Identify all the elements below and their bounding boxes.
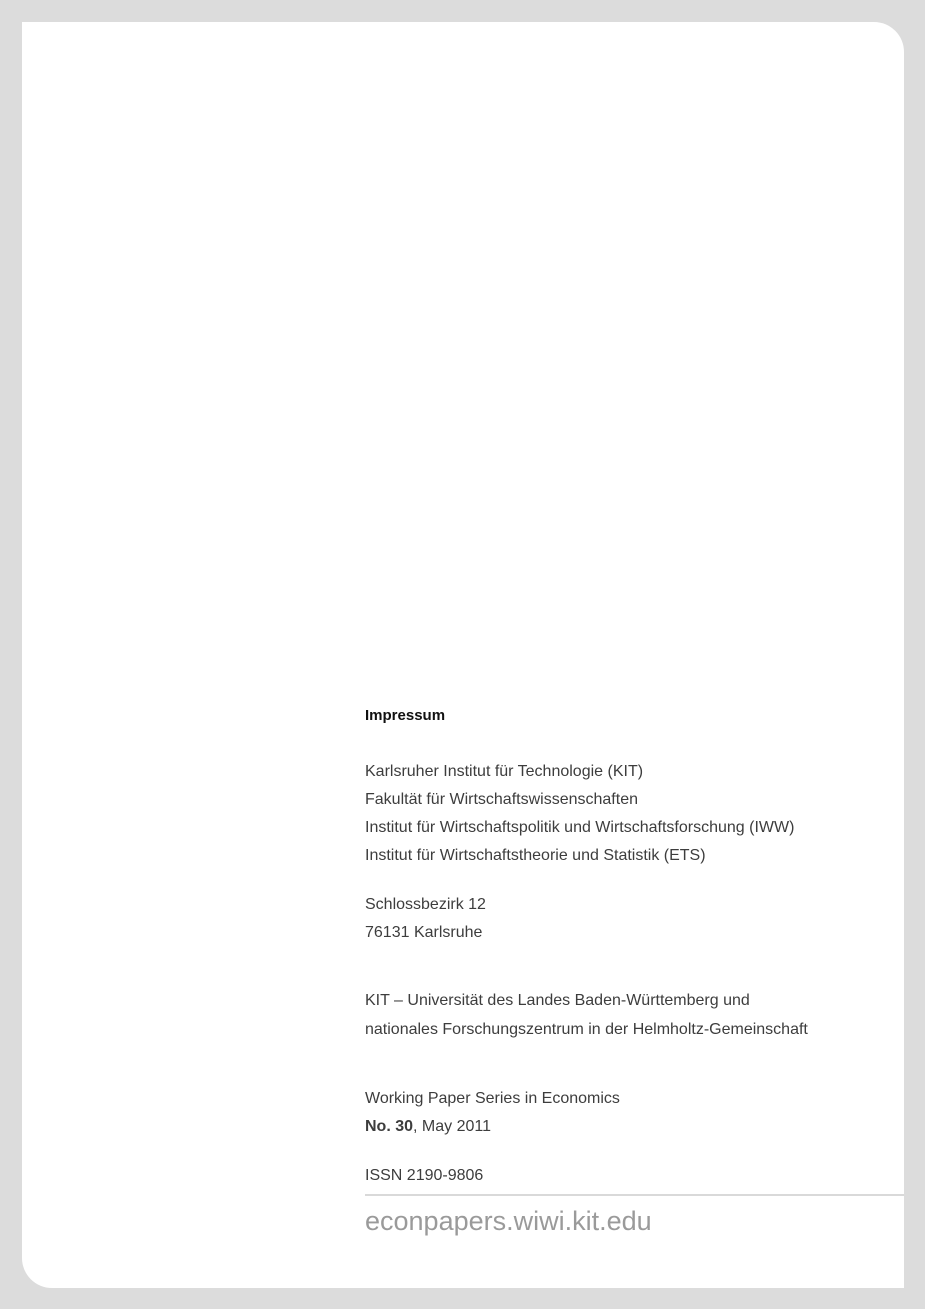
divider-rule [365, 1194, 904, 1196]
series-number-date [365, 1117, 491, 1137]
series-number: No. 30 [365, 1118, 414, 1135]
impressum-heading: Impressum [365, 707, 446, 724]
institution-line-kit: Karlsruher Institut für Technologie (KIT) [365, 763, 644, 780]
address-city: 76131 Karlsruhe [365, 924, 483, 941]
series-date: , May 2011 [413, 1118, 491, 1135]
series-name: Working Paper Series in Economics [365, 1090, 620, 1107]
address-street: Schlossbezirk 12 [365, 896, 486, 913]
institution-line-faculty: Fakultät für Wirtschaftswissenschaften [365, 791, 638, 808]
institution-line-iww: Institut für Wirtschaftspolitik und Wirtschaftsforschung (IWW) [365, 819, 795, 836]
website-url[interactable]: econpapers.wiwi.kit.edu [365, 1206, 652, 1236]
institution-line-ets: Institut für Wirtschaftstheorie und Statistik (ETS) [365, 847, 706, 864]
issn-text: ISSN 2190-9806 [365, 1167, 484, 1184]
kit-description-line-1: KIT – Universität des Landes Baden-Württemberg und [365, 992, 750, 1009]
kit-description-line-2: nationales Forschungszentrum in der Helmholtz-Gemeinschaft [365, 1021, 808, 1038]
